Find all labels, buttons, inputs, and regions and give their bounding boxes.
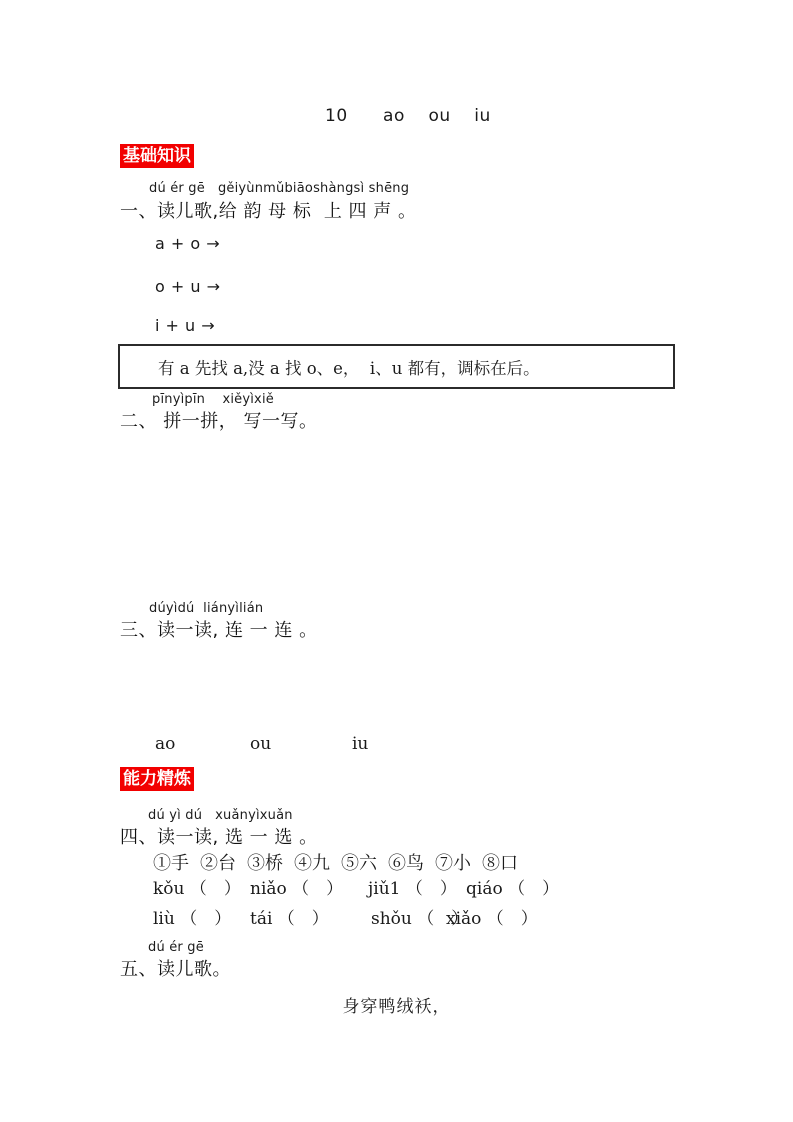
section-five-heading: 五、读儿歌。	[120, 959, 231, 980]
combine-item-ao: a + o →	[155, 234, 221, 253]
answer-item-qiao: qiáo （ ）	[466, 879, 560, 899]
answer-item-kou: kǒu （ ）	[153, 879, 241, 899]
answer-item-liu: liù （ ）	[153, 909, 232, 929]
final-ou: ou	[250, 734, 272, 754]
tone-rule-box	[118, 344, 675, 389]
answer-item-xiao: xiǎo （ ）	[446, 909, 538, 929]
option-item: ③桥	[247, 853, 283, 874]
final-ao: ao	[155, 734, 176, 754]
section-four-heading: 四、读一读, 选 一 选 。	[120, 827, 318, 848]
section-two-heading: 二、 拼一拼， 写一写。	[120, 411, 318, 432]
section-one-pinyin: dú ér gē gěiyùnmǔbiāoshàngsì shēng	[149, 181, 410, 196]
section-three-pinyin: dúyìdú liányìlián	[149, 601, 264, 616]
option-item: ④九	[294, 853, 330, 874]
answer-item-jiu: jiǔ1 （ ）	[368, 879, 457, 899]
lesson-title: 10 ao ou iu	[325, 106, 491, 126]
section-five-pinyin: dú ér gē	[148, 940, 204, 955]
option-item: ⑧口	[482, 853, 518, 874]
option-item: ①手	[153, 853, 189, 874]
answer-item-shou: shǒu （ ）	[371, 909, 469, 929]
combine-item-ou: o + u →	[155, 277, 221, 296]
answer-item-niao: niǎo （ ）	[250, 879, 344, 899]
section-one-heading: 一、读儿歌,给 韵 母 标 上 四 声 。	[120, 201, 417, 222]
ability-practice-badge: 能力精炼	[120, 767, 194, 791]
section-four-pinyin: dú yì dú xuǎnyìxuǎn	[148, 808, 293, 823]
option-item: ②台	[200, 853, 236, 874]
section-three-heading: 三、读一读, 连 一 连 。	[120, 620, 318, 641]
options-line	[153, 849, 518, 875]
poem-line: 身穿鸭绒袄，	[342, 997, 451, 1017]
option-item: ⑥鸟	[388, 853, 424, 874]
option-item: ⑤六	[341, 853, 377, 874]
option-item: ⑦小	[435, 853, 471, 874]
final-iu: iu	[352, 734, 369, 754]
section-two-pinyin: pīnyìpīn xiěyìxiě	[152, 392, 274, 407]
basic-knowledge-badge: 基础知识	[120, 144, 194, 168]
answer-item-tai: tái （ ）	[250, 909, 329, 929]
combine-item-iu: i + u →	[155, 316, 216, 335]
tone-rule-text: 有 a 先找 a,没 a 找 o、e， i、u 都有，调标在后。	[158, 358, 540, 378]
